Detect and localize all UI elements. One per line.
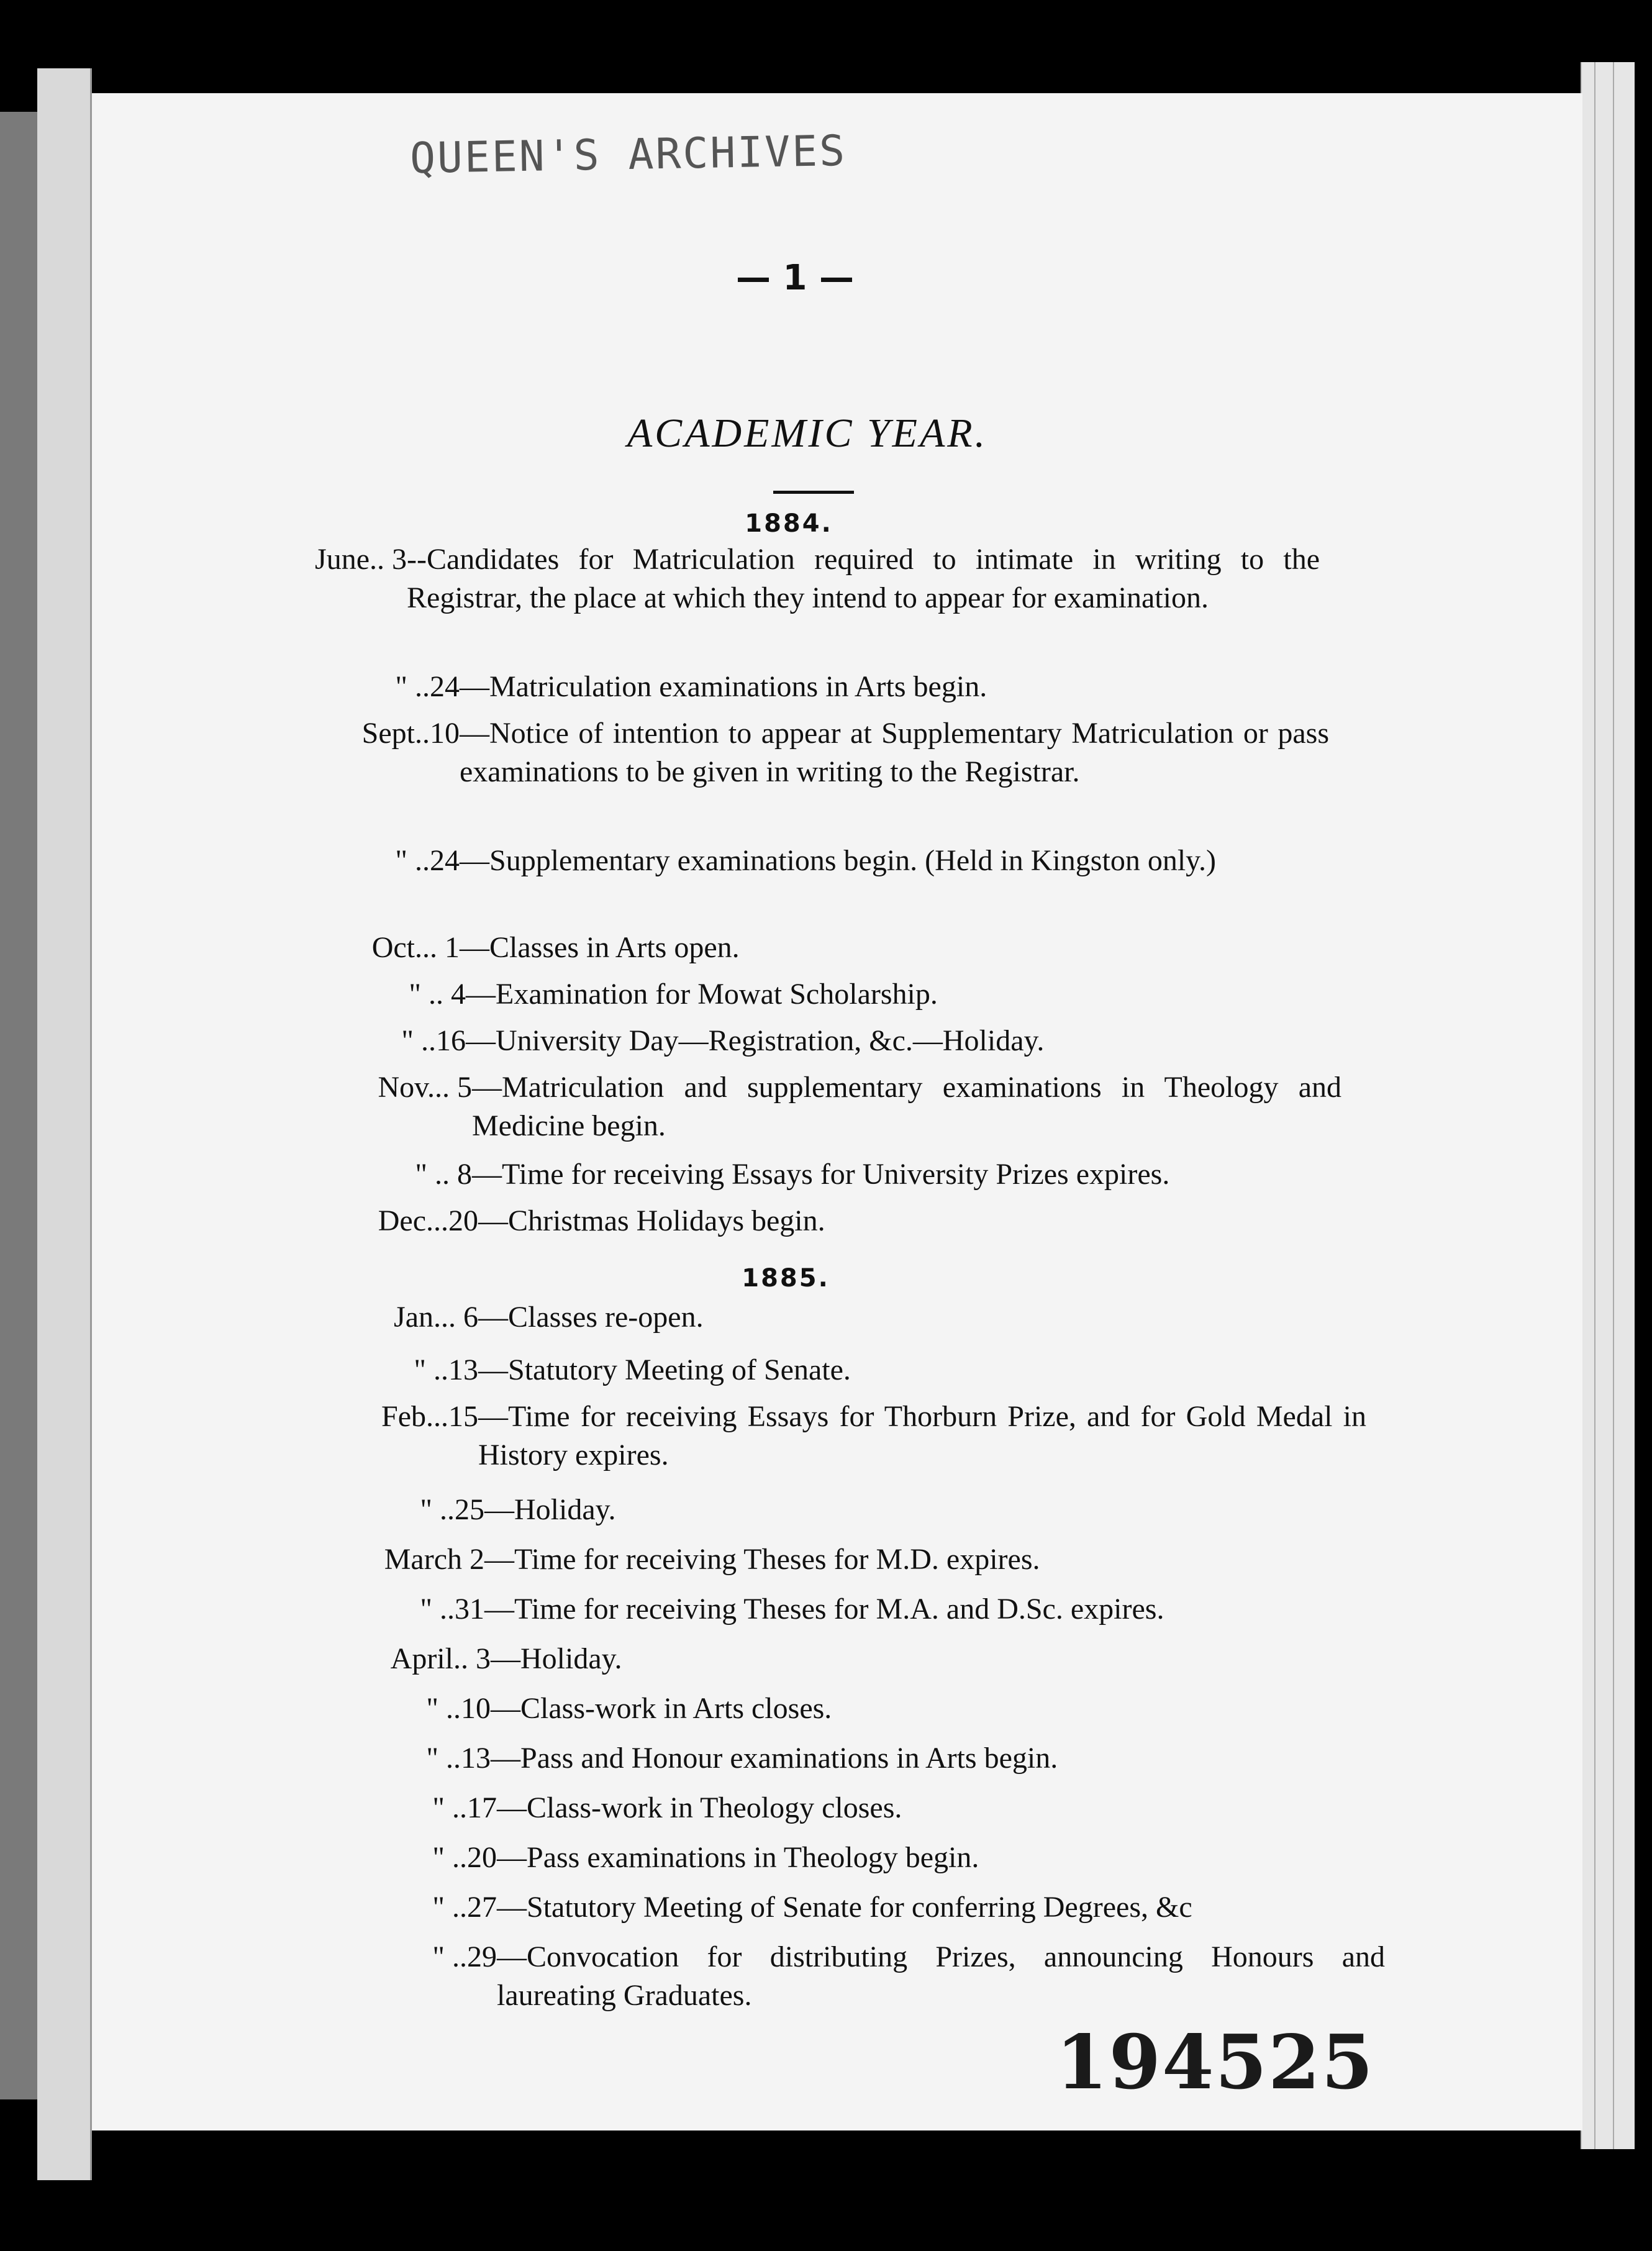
accession-number: 194525 bbox=[1056, 2019, 1374, 2106]
title-rule bbox=[773, 491, 854, 494]
entry-date: Nov... 5 bbox=[378, 1071, 472, 1104]
binding-strip bbox=[37, 68, 92, 2180]
entry-date: " ..24 bbox=[395, 844, 460, 877]
entry-date: Sept..10 bbox=[361, 717, 460, 750]
entry-text: —Holiday. bbox=[491, 1642, 622, 1675]
entry-text: —University Day—Registration, &c.—Holiday. bbox=[466, 1024, 1045, 1057]
entry-text: —Examination for Mowat Scholarship. bbox=[466, 978, 938, 1011]
entry-date: " .. 4 bbox=[409, 978, 466, 1011]
entry-date: " ..10 bbox=[426, 1692, 491, 1725]
entry-date: " ..25 bbox=[420, 1493, 484, 1526]
entry-text: —Time for receiving Essays for Thorburn Prize, and for Gold Medal in History expires. bbox=[478, 1400, 1366, 1471]
entry-date: " ..17 bbox=[432, 1791, 497, 1824]
entry-text: —Classes in Arts open. bbox=[460, 931, 740, 964]
entry-date: " .. 8 bbox=[415, 1158, 472, 1191]
entry-text: —Matriculation and supplementary examinations in Theology and Medicine begin. bbox=[472, 1071, 1341, 1142]
entry-text: —Matriculation examinations in Arts begin. bbox=[460, 670, 987, 703]
entry-text: —Statutory Meeting of Senate. bbox=[478, 1353, 851, 1386]
entry-date: April.. 3 bbox=[390, 1642, 491, 1675]
page-edges bbox=[1581, 62, 1635, 2149]
entry-text: —Time for receiving Theses for M.A. and D.Sc. expires. bbox=[484, 1593, 1164, 1626]
entry-text: —Pass examinations in Theology begin. bbox=[497, 1841, 979, 1874]
entry-text: —Pass and Honour examinations in Arts begin. bbox=[491, 1742, 1058, 1775]
entry-date: Dec...20 bbox=[378, 1204, 478, 1237]
entry-text: —Time for receiving Theses for M.D. expires. bbox=[484, 1543, 1040, 1576]
entry-date: " ..24 bbox=[395, 670, 460, 703]
entry-text: --Candidates for Matriculation required to intimate in writing to the Registrar, the place at which they intend to appear for examination. bbox=[407, 543, 1320, 614]
book-spine bbox=[0, 112, 37, 2099]
year-heading-1884: 1884. bbox=[745, 509, 833, 538]
entry-date: March 2 bbox=[384, 1543, 484, 1576]
entry-date: Feb...15 bbox=[381, 1400, 478, 1433]
entry-date: " ..29 bbox=[432, 1940, 497, 1973]
year-heading-1885: 1885. bbox=[742, 1264, 830, 1293]
entry-text: —Statutory Meeting of Senate for conferring Degrees, &c bbox=[497, 1891, 1192, 1924]
entry-text: —Supplementary examinations begin. (Held in Kingston only.) bbox=[460, 844, 1217, 877]
page-title: ACADEMIC YEAR. bbox=[627, 411, 988, 456]
entry-date: " ..13 bbox=[426, 1742, 491, 1775]
entry-text: —Christmas Holidays begin. bbox=[478, 1204, 825, 1237]
entry-date: " ..20 bbox=[432, 1841, 497, 1874]
entry-date: Jan... 6 bbox=[394, 1301, 478, 1334]
page-number: — 1 — bbox=[736, 258, 854, 298]
entry-text: —Convocation for distributing Prizes, announcing Honours and laureating Graduates. bbox=[497, 1940, 1385, 2012]
entry-date: June.. 3 bbox=[315, 543, 407, 576]
entry-text: —Class-work in Theology closes. bbox=[497, 1791, 902, 1824]
entry-date: Oct... 1 bbox=[371, 931, 460, 964]
entry-text: —Notice of intention to appear at Supplementary Matriculation or pass examinations to be given in writing to the Registrar. bbox=[460, 717, 1329, 788]
entry-text: —Class-work in Arts closes. bbox=[491, 1692, 832, 1725]
entry-date: " ..31 bbox=[420, 1593, 484, 1626]
entry-text: —Time for receiving Essays for University Prizes expires. bbox=[472, 1158, 1170, 1191]
entry-date: " ..27 bbox=[432, 1891, 497, 1924]
archive-stamp: QUEEN'S ARCHIVES bbox=[409, 126, 847, 184]
entry-date: " ..13 bbox=[414, 1353, 478, 1386]
entry-text: —Classes re-open. bbox=[478, 1301, 704, 1334]
entry-text: —Holiday. bbox=[484, 1493, 616, 1526]
entry-date: " ..16 bbox=[401, 1024, 466, 1057]
